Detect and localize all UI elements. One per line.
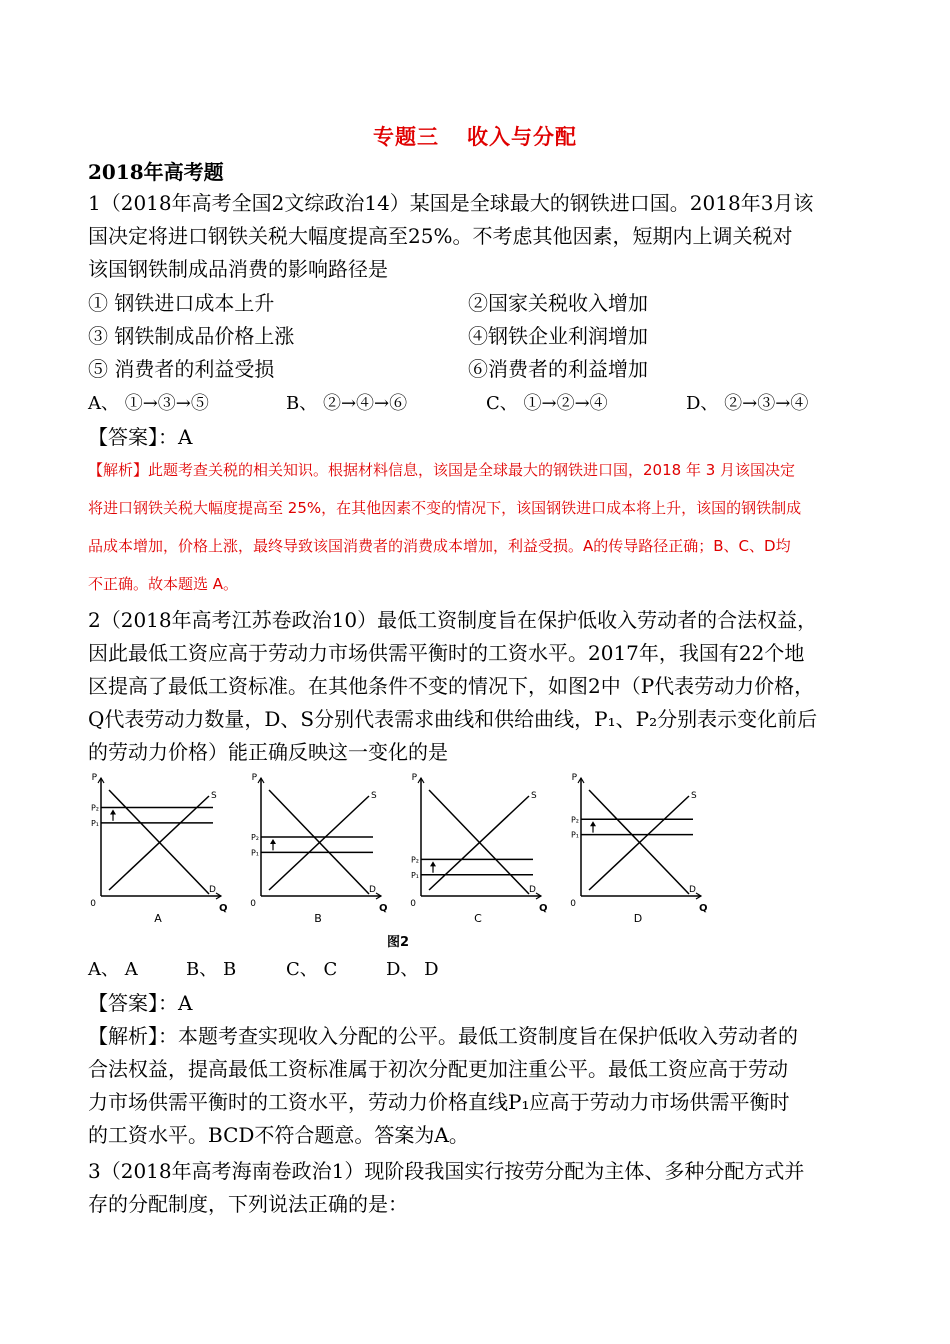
axis-label-q: Q bbox=[219, 903, 228, 914]
q3-line-1: 3（2018年高考海南卷政治1）现阶段我国实行按劳分配为主体、多种分配方式并 bbox=[88, 1159, 805, 1183]
q1-answer: 【答案】：A bbox=[88, 425, 193, 449]
q2-analysis-4: 的工资水平。BCD不符合题意。答案为A。 bbox=[88, 1123, 469, 1147]
axis-label-p: P bbox=[251, 773, 257, 783]
p2-label: P₂ bbox=[90, 803, 99, 813]
q2-analysis-2: 合法权益，提高最低工资标准属于初次分配更加注重公平。最低工资应高于劳动 bbox=[88, 1057, 788, 1081]
axis-label-q: Q bbox=[539, 903, 548, 914]
axis-label-q: Q bbox=[699, 903, 708, 914]
supply-label: S bbox=[371, 791, 377, 801]
q2-choice-c: C、 C bbox=[286, 959, 338, 980]
q2-line-5: 的劳动力价格）能正确反映这一变化的是 bbox=[88, 740, 448, 764]
q2-analysis-1: 【解析】：本题考查实现收入分配的公平。最低工资制度旨在保护低收入劳动者的 bbox=[88, 1024, 798, 1048]
q2-choice-d: D、 D bbox=[386, 959, 439, 980]
panel-label: A bbox=[154, 912, 162, 925]
figure-2 bbox=[80, 770, 720, 955]
supply-label: S bbox=[531, 791, 537, 801]
title-part-1: 专题三 bbox=[373, 124, 439, 149]
p1-label: P₁ bbox=[250, 848, 259, 858]
q3-line-2: 存的分配制度，下列说法正确的是： bbox=[88, 1192, 408, 1216]
q1-analysis-3: 品成本增加，价格上涨，最终导致该国消费者的消费成本增加，利益受损。A的传导路径正确；B、C、D均 bbox=[88, 537, 791, 555]
axis-label-p: P bbox=[571, 773, 577, 783]
axis-label-p: P bbox=[411, 773, 417, 783]
q1-line-3: 该国钢铁制成品消费的影响路径是 bbox=[88, 257, 388, 281]
axis-label-q: Q bbox=[379, 903, 388, 914]
demand-line bbox=[429, 790, 529, 894]
demand-line bbox=[269, 790, 369, 894]
panel-label: C bbox=[474, 912, 482, 925]
q1-line-1: 1（2018年高考全国2文综政治14）某国是全球最大的钢铁进口国。2018年3月该 bbox=[88, 191, 814, 215]
p1-label: P₁ bbox=[410, 870, 419, 880]
q1-item-1: ① 钢铁进口成本上升 bbox=[88, 291, 275, 315]
origin-label: 0 bbox=[250, 899, 256, 909]
supply-label: S bbox=[691, 791, 697, 801]
q1-choice-d: D、 ②→③→④ bbox=[686, 393, 809, 414]
origin-label: 0 bbox=[570, 899, 576, 909]
page-title bbox=[0, 121, 950, 151]
q1-item-4: ④钢铁企业利润增加 bbox=[468, 324, 648, 348]
increase-arrow-head bbox=[110, 810, 116, 815]
p2-label: P₂ bbox=[570, 815, 579, 825]
title-part-2: 收入与分配 bbox=[467, 124, 577, 149]
demand-label: D bbox=[209, 885, 216, 895]
increase-arrow-head bbox=[430, 861, 436, 866]
demand-label: D bbox=[369, 885, 376, 895]
q2-line-4: Q代表劳动力数量，D、S分别代表需求曲线和供给曲线，P₁、P₂分别表示变化前后 bbox=[88, 707, 818, 731]
q1-choice-b: B、 ②→④→⑥ bbox=[286, 393, 408, 414]
q1-choice-c: C、 ①→②→④ bbox=[486, 393, 608, 414]
q1-analysis-2: 将进口钢铁关税大幅度提高至 25%，在其他因素不变的情况下，该国钢铁进口成本将上升，该国的钢铁制成 bbox=[88, 499, 802, 517]
increase-arrow-head bbox=[270, 839, 276, 844]
demand-label: D bbox=[529, 885, 536, 895]
q2-answer: 【答案】：A bbox=[88, 991, 193, 1015]
figure-caption: 图2 bbox=[386, 935, 410, 950]
p2-label: P₂ bbox=[250, 833, 259, 842]
q2-choice-b: B、 B bbox=[186, 959, 237, 980]
q1-choice-a: A、 ①→③→⑤ bbox=[88, 393, 209, 414]
demand-line bbox=[589, 790, 689, 894]
q2-line-2: 因此最低工资应高于劳动力市场供需平衡时的工资水平。2017年，我国有22个地 bbox=[88, 641, 805, 665]
q1-item-5: ⑤ 消费者的利益受损 bbox=[88, 357, 275, 381]
origin-label: 0 bbox=[410, 899, 416, 909]
increase-arrow-head bbox=[590, 821, 596, 826]
q1-analysis-1: 【解析】此题考查关税的相关知识。根据材料信息，该国是全球最大的钢铁进口国，2018 年 3 月该国决定 bbox=[88, 461, 796, 479]
demand-line bbox=[109, 790, 209, 894]
demand-label: D bbox=[689, 885, 696, 895]
axis-label-p: P bbox=[91, 773, 97, 783]
p1-label: P₁ bbox=[90, 818, 99, 828]
q2-line-1: 2（2018年高考江苏卷政治10）最低工资制度旨在保护低收入劳动者的合法权益， bbox=[88, 608, 818, 632]
q1-item-2: ②国家关税收入增加 bbox=[468, 291, 648, 315]
q1-item-6: ⑥消费者的利益增加 bbox=[468, 357, 648, 381]
q2-analysis-3: 力市场供需平衡时的工资水平，劳动力价格直线P₁应高于劳动力市场供需平衡时 bbox=[88, 1090, 790, 1114]
supply-label: S bbox=[211, 791, 217, 801]
q1-analysis-4: 不正确。故本题选 A。 bbox=[88, 575, 239, 593]
origin-label: 0 bbox=[90, 899, 96, 909]
section-heading: 2018年高考题 bbox=[88, 160, 224, 184]
panel-label: D bbox=[633, 912, 643, 925]
panel-label: B bbox=[314, 912, 322, 925]
q1-line-2: 国决定将进口钢铁关税大幅度提高至25%。不考虑其他因素，短期内上调关税对 bbox=[88, 224, 793, 248]
p2-label: P₂ bbox=[410, 855, 419, 865]
p1-label: P₁ bbox=[570, 830, 579, 840]
q2-line-3: 区提高了最低工资标准。在其他条件不变的情况下，如图2中（P代表劳动力价格， bbox=[88, 674, 815, 698]
q2-choice-a: A、 A bbox=[88, 959, 138, 980]
q1-item-3: ③ 钢铁制成品价格上涨 bbox=[88, 324, 295, 348]
